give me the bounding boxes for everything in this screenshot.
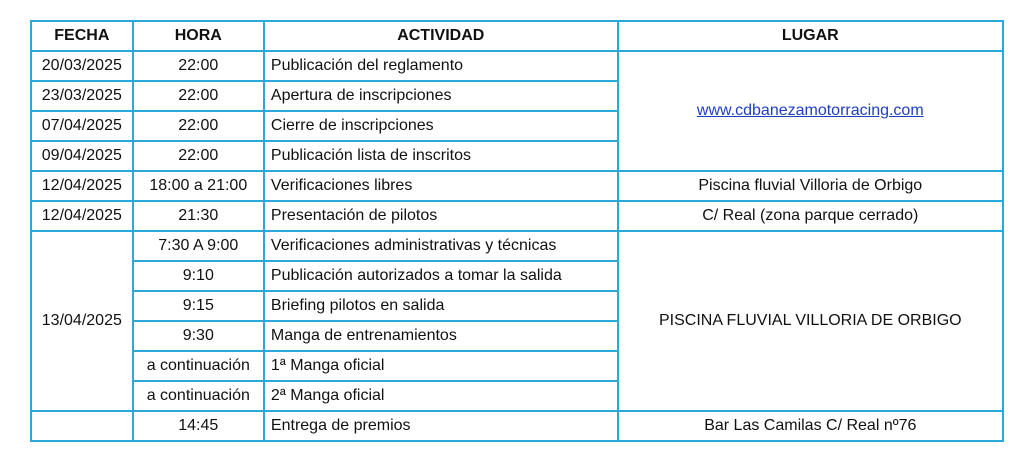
header-lugar: LUGAR: [618, 21, 1003, 51]
header-row: [31, 21, 1003, 51]
actividad-cell: Verificaciones administrativas y técnicas: [264, 231, 618, 261]
hora-cell: a continuación: [133, 381, 264, 411]
lugar-cell-web: [618, 51, 1003, 171]
hora-cell: 9:30: [133, 321, 264, 351]
actividad-cell: Manga de entrenamientos: [264, 321, 618, 351]
hora-cell: 22:00: [133, 81, 264, 111]
website-link[interactable]: www.cdbanezamotorracing.com: [696, 102, 924, 119]
hora-cell: 22:00: [133, 111, 264, 141]
hora-cell: 22:00: [133, 51, 264, 81]
actividad-cell: Entrega de premios: [264, 411, 618, 441]
fecha-cell: 09/04/2025: [31, 141, 133, 171]
fecha-cell-empty: [31, 411, 133, 441]
hora-cell: 22:00: [133, 141, 264, 171]
hora-cell: 9:10: [133, 261, 264, 291]
schedule-table: [30, 20, 1004, 442]
lugar-cell-piscina: Piscina fluvial Villoria de Orbigo: [618, 171, 1003, 201]
table-row: [31, 231, 1003, 261]
lugar-cell-bar: Bar Las Camilas C/ Real nº76: [618, 411, 1003, 441]
lugar-cell-piscina-upper: PISCINA FLUVIAL VILLORIA DE ORBIGO: [618, 231, 1003, 411]
actividad-cell: 2ª Manga oficial: [264, 381, 618, 411]
schedule-sheet: [30, 20, 1004, 442]
actividad-cell: Briefing pilotos en salida: [264, 291, 618, 321]
actividad-cell: Apertura de inscripciones: [264, 81, 618, 111]
header-actividad: ACTIVIDAD: [264, 21, 618, 51]
actividad-cell: Presentación de pilotos: [264, 201, 618, 231]
table-row: [31, 51, 1003, 81]
hora-cell: 14:45: [133, 411, 264, 441]
lugar-cell-calle-real: C/ Real (zona parque cerrado): [618, 201, 1003, 231]
table-row: [31, 201, 1003, 231]
fecha-cell: 12/04/2025: [31, 201, 133, 231]
actividad-cell: Publicación del reglamento: [264, 51, 618, 81]
fecha-cell: 13/04/2025: [31, 231, 133, 411]
fecha-cell: 20/03/2025: [31, 51, 133, 81]
actividad-cell: Publicación autorizados a tomar la salida: [264, 261, 618, 291]
fecha-cell: 23/03/2025: [31, 81, 133, 111]
header-hora: HORA: [133, 21, 264, 51]
header-fecha: FECHA: [31, 21, 133, 51]
fecha-cell: 07/04/2025: [31, 111, 133, 141]
actividad-cell: Publicación lista de inscritos: [264, 141, 618, 171]
hora-cell: 21:30: [133, 201, 264, 231]
hora-cell: 18:00 a 21:00: [133, 171, 264, 201]
hora-cell: 9:15: [133, 291, 264, 321]
actividad-cell: Verificaciones libres: [264, 171, 618, 201]
fecha-cell: 12/04/2025: [31, 171, 133, 201]
hora-cell: a continuación: [133, 351, 264, 381]
table-row: [31, 171, 1003, 201]
table-row: [31, 411, 1003, 441]
hora-cell: 7:30 A 9:00: [133, 231, 264, 261]
actividad-cell: Cierre de inscripciones: [264, 111, 618, 141]
actividad-cell: 1ª Manga oficial: [264, 351, 618, 381]
